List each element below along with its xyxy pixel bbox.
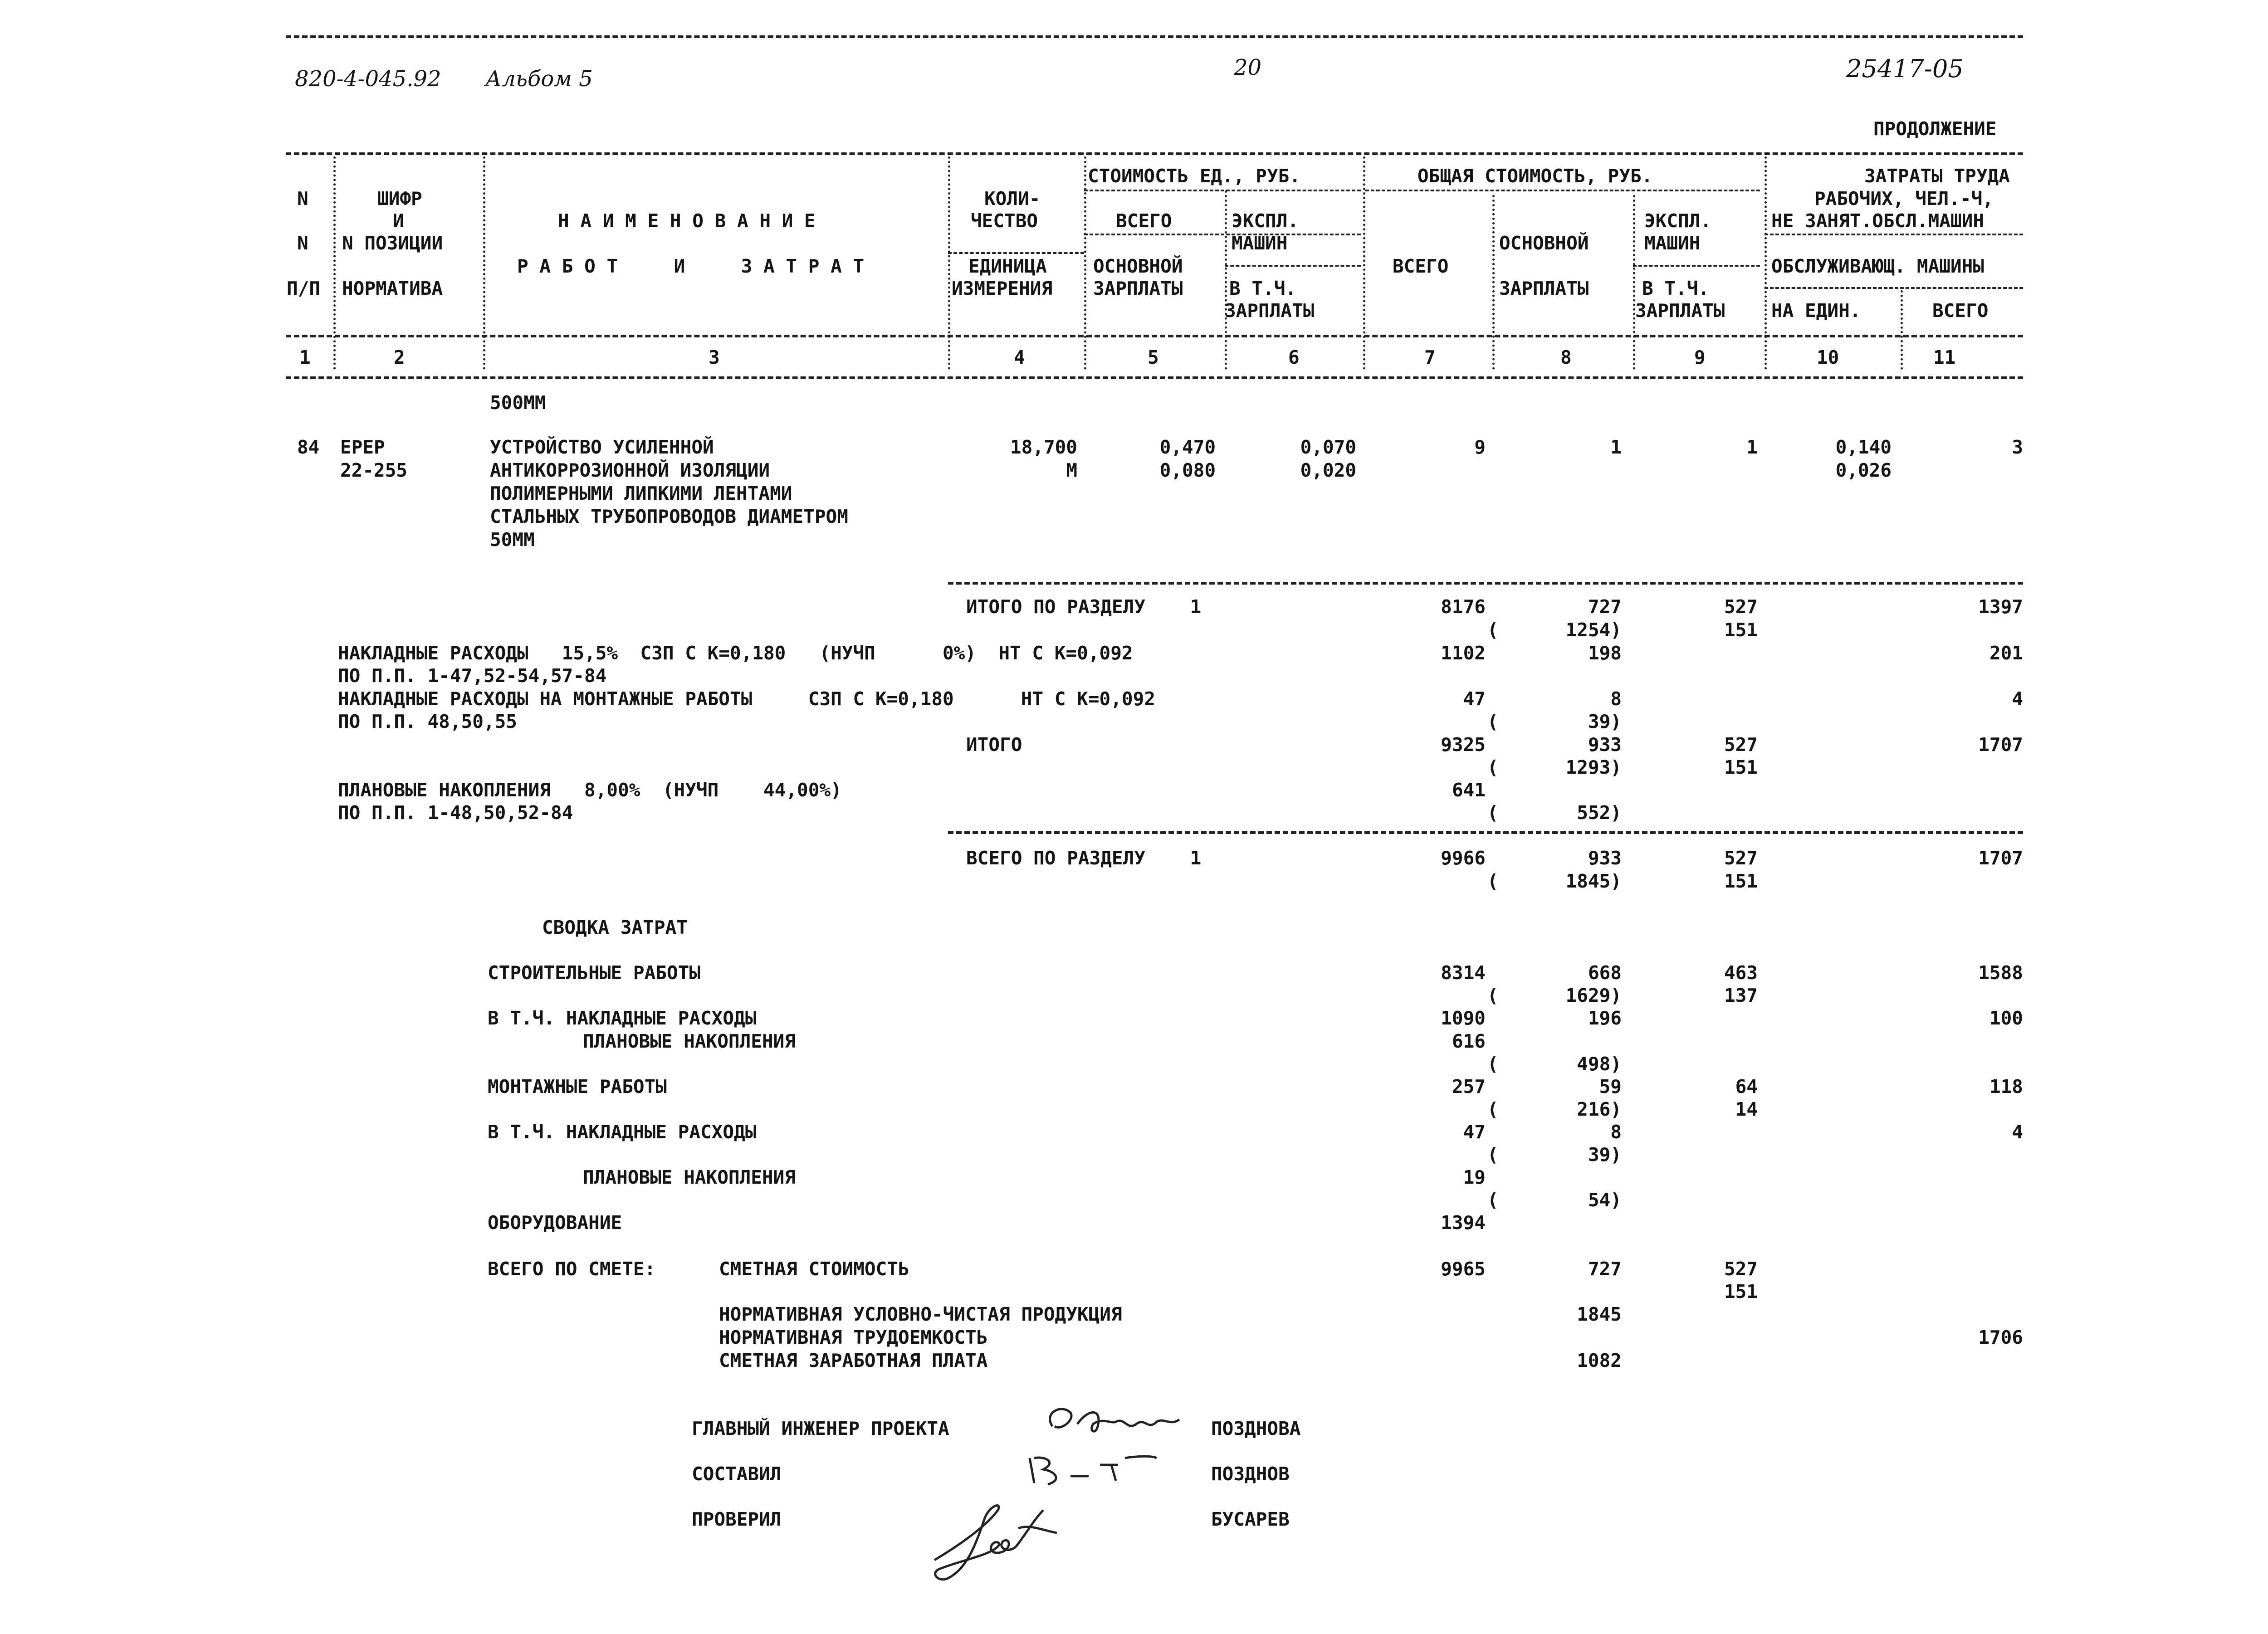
col-separator (948, 156, 950, 370)
itogo-machine: 527 (1724, 734, 1758, 756)
continuation-label: ПРОДОЛЖЕНИЕ (1873, 118, 1997, 140)
assembly-overhead-total: 47 (1463, 1121, 1486, 1143)
labor-intensity-label: НОРМАТИВНАЯ ТРУДОЕМКОСТЬ (719, 1327, 988, 1348)
header-rule (1365, 190, 1760, 191)
overhead-mont-labor: 4 (2012, 688, 2023, 710)
overhead-labor: 201 (1989, 642, 2023, 664)
grand-total-machine: 527 (1724, 1258, 1758, 1280)
assembly-overhead-salary-nuchp: ( 39) (1487, 1144, 1622, 1166)
equipment-label: ОБОРУДОВАНИЕ (488, 1212, 622, 1234)
construction-total: 8314 (1441, 962, 1486, 984)
construction-machine: 463 (1724, 962, 1758, 984)
item-unit-machine-salary: 0,020 (1300, 459, 1356, 481)
incl-planned-nuchp: ( 498) (1487, 1053, 1622, 1075)
col-number: 2 (394, 346, 405, 368)
header-bottom-rule (286, 335, 2023, 337)
doc-code: 820-4-045.92 (295, 66, 441, 92)
col-number: 6 (1288, 346, 1300, 368)
col-separator (1633, 195, 1635, 370)
item-unit: М (1066, 459, 1077, 481)
prev-item-tail: 500ММ (490, 392, 546, 414)
construction-salary: 668 (1588, 962, 1622, 984)
assembly-planned-nuchp: ( 54) (1487, 1189, 1622, 1211)
header-rule (1765, 287, 2023, 289)
itogo-razdel-total: 8176 (1441, 596, 1486, 618)
col9-line2: МАШИН (1644, 232, 1701, 254)
signature-name: ПОЗДНОВА (1211, 1418, 1301, 1439)
col-separator (483, 156, 485, 370)
item-unit-total: 0,470 (1159, 436, 1216, 458)
item-code: 22-255 (340, 459, 408, 481)
vsego-razdel-total: 9966 (1441, 847, 1486, 869)
signature-role: СОСТАВИЛ (692, 1463, 782, 1485)
incl-overhead-total: 1090 (1441, 1007, 1486, 1029)
col-separator (1225, 190, 1227, 370)
itogo-razdel-machine-salary: 151 (1724, 619, 1758, 641)
item-name: АНТИКОРРОЗИОННОЙ ИЗОЛЯЦИИ (490, 459, 770, 481)
itogo-labor: 1707 (1978, 734, 2023, 756)
assembly-overhead-label: В Т.Ч. НАКЛАДНЫЕ РАСХОДЫ (488, 1121, 757, 1143)
item-unit-machine: 0,070 (1300, 436, 1356, 458)
assembly-labor: 118 (1989, 1076, 2023, 1097)
col9-line3: В Т.Ч. (1642, 278, 1710, 299)
equipment-total: 1394 (1441, 1212, 1486, 1234)
col5-line2: ОСНОВНОЙ (1093, 255, 1183, 277)
col7-label: ВСЕГО (1393, 255, 1449, 277)
construction-salary-nuchp: ( 1629) (1487, 985, 1622, 1006)
labor-line3: НЕ ЗАНЯТ.ОБСЛ.МАШИН (1771, 210, 1984, 232)
itogo-razdel-labor: 1397 (1978, 596, 2023, 618)
itogo-razdel-label: ИТОГО ПО РАЗДЕЛУ 1 (966, 596, 1202, 618)
page-number: 20 (1234, 55, 1262, 80)
vsego-razdel-machine-salary: 151 (1724, 870, 1758, 892)
col-separator (333, 156, 336, 370)
header-rule (1765, 234, 2023, 235)
col-separator (1084, 156, 1086, 370)
assembly-machine-salary: 14 (1735, 1098, 1758, 1120)
col-number: 3 (709, 346, 720, 368)
col6-line2: МАШИН (1232, 232, 1288, 254)
col2-line4: НОРМАТИВА (342, 278, 443, 299)
item-labor-unit: 0,140 (1835, 436, 1892, 458)
grand-total: 9965 (1441, 1258, 1486, 1280)
overhead-mont-label: НАКЛАДНЫЕ РАСХОДЫ НА МОНТАЖНЫЕ РАБОТЫ СЗП С К=0,180 НТ С К=0,092 (338, 688, 1155, 710)
assembly-overhead-labor: 4 (2012, 1121, 2023, 1143)
col3-subtitle: Р А Б О Т И З А Т Р А Т (517, 255, 865, 277)
itogo-machine-salary: 151 (1724, 756, 1758, 778)
signature-name: ПОЗДНОВ (1211, 1463, 1290, 1485)
itogo-salary: 933 (1588, 734, 1622, 756)
incl-overhead-salary: 196 (1588, 1007, 1622, 1029)
col8-line2: ЗАРПЛАТЫ (1499, 278, 1589, 299)
itogo-razdel-machine: 527 (1724, 596, 1758, 618)
col5-line1: ВСЕГО (1116, 210, 1172, 232)
item-name: УСТРОЙСТВО УСИЛЕННОЙ (490, 436, 714, 458)
header-rule (1225, 265, 1361, 267)
header-rule (1633, 265, 1760, 267)
col-number: 5 (1148, 346, 1159, 368)
assembly-planned-label: ПЛАНОВЫЕ НАКОПЛЕНИЯ (583, 1166, 796, 1188)
assembly-overhead-salary: 8 (1610, 1121, 1622, 1143)
total-cost-group: ОБЩАЯ СТОИМОСТЬ, РУБ. (1418, 165, 1653, 187)
col-separator (1363, 156, 1365, 370)
incl-planned-label: ПЛАНОВЫЕ НАКОПЛЕНИЯ (583, 1030, 796, 1052)
construction-machine-salary: 137 (1724, 985, 1758, 1006)
item-labor-unit2: 0,026 (1835, 459, 1892, 481)
itogo-total: 9325 (1441, 734, 1486, 756)
overhead-total: 1102 (1441, 642, 1486, 664)
labor-line4: ОБСЛУЖИВАЮЩ. МАШИНЫ (1771, 255, 1984, 277)
handwritten-signature-1 (1034, 1399, 1198, 1449)
col2-line1: ШИФР (377, 188, 422, 210)
grand-total-label: ВСЕГО ПО СМЕТЕ: (488, 1258, 656, 1280)
incl-overhead-label: В Т.Ч. НАКЛАДНЫЕ РАСХОДЫ (488, 1007, 757, 1029)
overhead-mont-items: ПО П.П. 48,50,55 (338, 711, 517, 732)
construction-label: СТРОИТЕЛЬНЫЕ РАБОТЫ (488, 962, 700, 984)
col2-line2: И (393, 210, 404, 232)
summary-title: СВОДКА ЗАТРАТ (542, 917, 688, 938)
col9-line4: ЗАРПЛАТЫ (1635, 300, 1725, 322)
col-number: 11 (1933, 346, 1956, 368)
overhead-label: НАКЛАДНЫЕ РАСХОДЫ 15,5% СЗП С К=0,180 (НУЧП 0%) НТ С К=0,092 (338, 642, 1133, 664)
header-rule (1084, 190, 1361, 191)
planned-savings-label: ПЛАНОВЫЕ НАКОПЛЕНИЯ 8,00% (НУЧП 44,00%) (338, 779, 842, 801)
col4-line4: ИЗМЕРЕНИЯ (952, 278, 1053, 299)
labor-line1: ЗАТРАТЫ ТРУДА (1864, 165, 2010, 187)
estimated-cost-label: СМЕТНАЯ СТОИМОСТЬ (719, 1258, 909, 1280)
col-number: 9 (1694, 346, 1706, 368)
overhead-mont-total: 47 (1463, 688, 1486, 710)
header-rule (948, 252, 1084, 254)
col-number: 7 (1424, 346, 1436, 368)
col1-line2: N (297, 232, 308, 254)
nuchp-value: 1845 (1577, 1303, 1622, 1325)
signature-role: ПРОВЕРИЛ (692, 1508, 782, 1530)
col-number: 1 (299, 346, 311, 368)
planned-savings-items: ПО П.П. 1-48,50,52-84 (338, 802, 573, 824)
overhead-mont-salary-nuchp: ( 39) (1487, 711, 1622, 732)
vsego-razdel-label: ВСЕГО ПО РАЗДЕЛУ 1 (966, 847, 1202, 869)
item-code: ЕРЕР (340, 436, 385, 458)
header-rule (1084, 234, 1361, 235)
section-grand-rule (948, 831, 2023, 834)
assembly-machine: 64 (1735, 1076, 1758, 1097)
col6-line4: ЗАРПЛАТЫ (1225, 300, 1315, 322)
col11-label: ВСЕГО (1932, 300, 1989, 322)
item-name: ПОЛИМЕРНЫМИ ЛИПКИМИ ЛЕНТАМИ (490, 483, 792, 504)
col1-line1: N (297, 188, 308, 210)
col-separator (1765, 156, 1767, 370)
col-number: 8 (1560, 346, 1572, 368)
construction-labor: 1588 (1978, 962, 2023, 984)
item-salary: 1 (1610, 436, 1622, 458)
incl-overhead-labor: 100 (1989, 1007, 2023, 1029)
handwritten-signature-2 (1021, 1449, 1166, 1490)
assembly-planned-total: 19 (1463, 1166, 1486, 1188)
itogo-salary-nuchp: ( 1293) (1487, 756, 1622, 778)
album-label: Альбом 5 (485, 66, 593, 92)
top-rule (286, 35, 2023, 38)
numbers-bottom-rule (286, 376, 2023, 379)
col-separator (1901, 290, 1903, 370)
signature-role: ГЛАВНЫЙ ИНЖЕНЕР ПРОЕКТА (692, 1418, 949, 1439)
col3-title: Н А И М Е Н О В А Н И Е (558, 210, 816, 232)
itogo-razdel-salary: 727 (1588, 596, 1622, 618)
header-top-rule (286, 152, 2023, 155)
col10-label: НА ЕДИН. (1771, 300, 1861, 322)
col4-line2: ЧЕСТВО (971, 210, 1038, 232)
overhead-label-items: ПО П.П. 1-47,52-54,57-84 (338, 665, 607, 687)
item-number: 84 (297, 436, 320, 458)
assembly-salary-nuchp: ( 216) (1487, 1098, 1622, 1120)
col-number: 10 (1817, 346, 1839, 368)
itogo-label: ИТОГО (966, 734, 1022, 756)
wage-fund-label: СМЕТНАЯ ЗАРАБОТНАЯ ПЛАТА (719, 1350, 988, 1371)
nuchp-label: НОРМАТИВНАЯ УСЛОВНО-ЧИСТАЯ ПРОДУКЦИЯ (719, 1303, 1122, 1325)
col2-line3: N ПОЗИЦИИ (342, 232, 443, 254)
assembly-total: 257 (1452, 1076, 1486, 1097)
wage-fund-value: 1082 (1577, 1350, 1622, 1371)
planned-savings-nuchp: ( 552) (1487, 802, 1622, 824)
handwritten-signature-3 (921, 1492, 1084, 1592)
col9-line1: ЭКСПЛ. (1644, 210, 1712, 232)
item-name: 50ММ (490, 529, 535, 551)
planned-savings-total: 641 (1452, 779, 1486, 801)
col-number: 4 (1014, 346, 1025, 368)
col6-line1: ЭКСПЛ. (1232, 210, 1299, 232)
col8-line1: ОСНОВНОЙ (1499, 232, 1589, 254)
item-name: СТАЛЬНЫХ ТРУБОПРОВОДОВ ДИАМЕТРОМ (490, 506, 848, 527)
assembly-salary: 59 (1599, 1076, 1622, 1097)
col-separator (1492, 195, 1495, 370)
signature-name: БУСАРЕВ (1211, 1508, 1290, 1530)
itogo-razdel-salary-nuchp: ( 1254) (1487, 619, 1622, 641)
unit-cost-group: СТОИМОСТЬ ЕД., РУБ. (1088, 165, 1300, 187)
labor-line2: РАБОЧИХ, ЧЕЛ.-Ч, (1814, 188, 1994, 210)
item-total: 9 (1474, 436, 1486, 458)
vsego-razdel-labor: 1707 (1978, 847, 2023, 869)
section-total-rule (948, 582, 2023, 585)
grand-total-machine-salary: 151 (1724, 1281, 1758, 1302)
item-unit-salary: 0,080 (1159, 459, 1216, 481)
col6-line3: В Т.Ч. (1229, 278, 1297, 299)
col1-line3: П/П (287, 278, 321, 299)
item-labor-total: 3 (2012, 436, 2023, 458)
col4-line3: ЕДИНИЦА (968, 255, 1047, 277)
incl-planned-total: 616 (1452, 1030, 1486, 1052)
vsego-razdel-salary: 933 (1588, 847, 1622, 869)
overhead-mont-salary: 8 (1610, 688, 1622, 710)
item-machine: 1 (1746, 436, 1758, 458)
col4-line1: КОЛИ- (984, 188, 1041, 210)
item-qty: 18,700 (1010, 436, 1077, 458)
doc-number: 25417-05 (1846, 54, 1964, 83)
vsego-razdel-machine: 527 (1724, 847, 1758, 869)
assembly-label: МОНТАЖНЫЕ РАБОТЫ (488, 1076, 667, 1097)
vsego-razdel-salary-nuchp: ( 1845) (1487, 870, 1622, 892)
grand-total-salary: 727 (1588, 1258, 1622, 1280)
labor-intensity-value: 1706 (1978, 1327, 2023, 1348)
col5-line3: ЗАРПЛАТЫ (1093, 278, 1183, 299)
overhead-salary: 198 (1588, 642, 1622, 664)
